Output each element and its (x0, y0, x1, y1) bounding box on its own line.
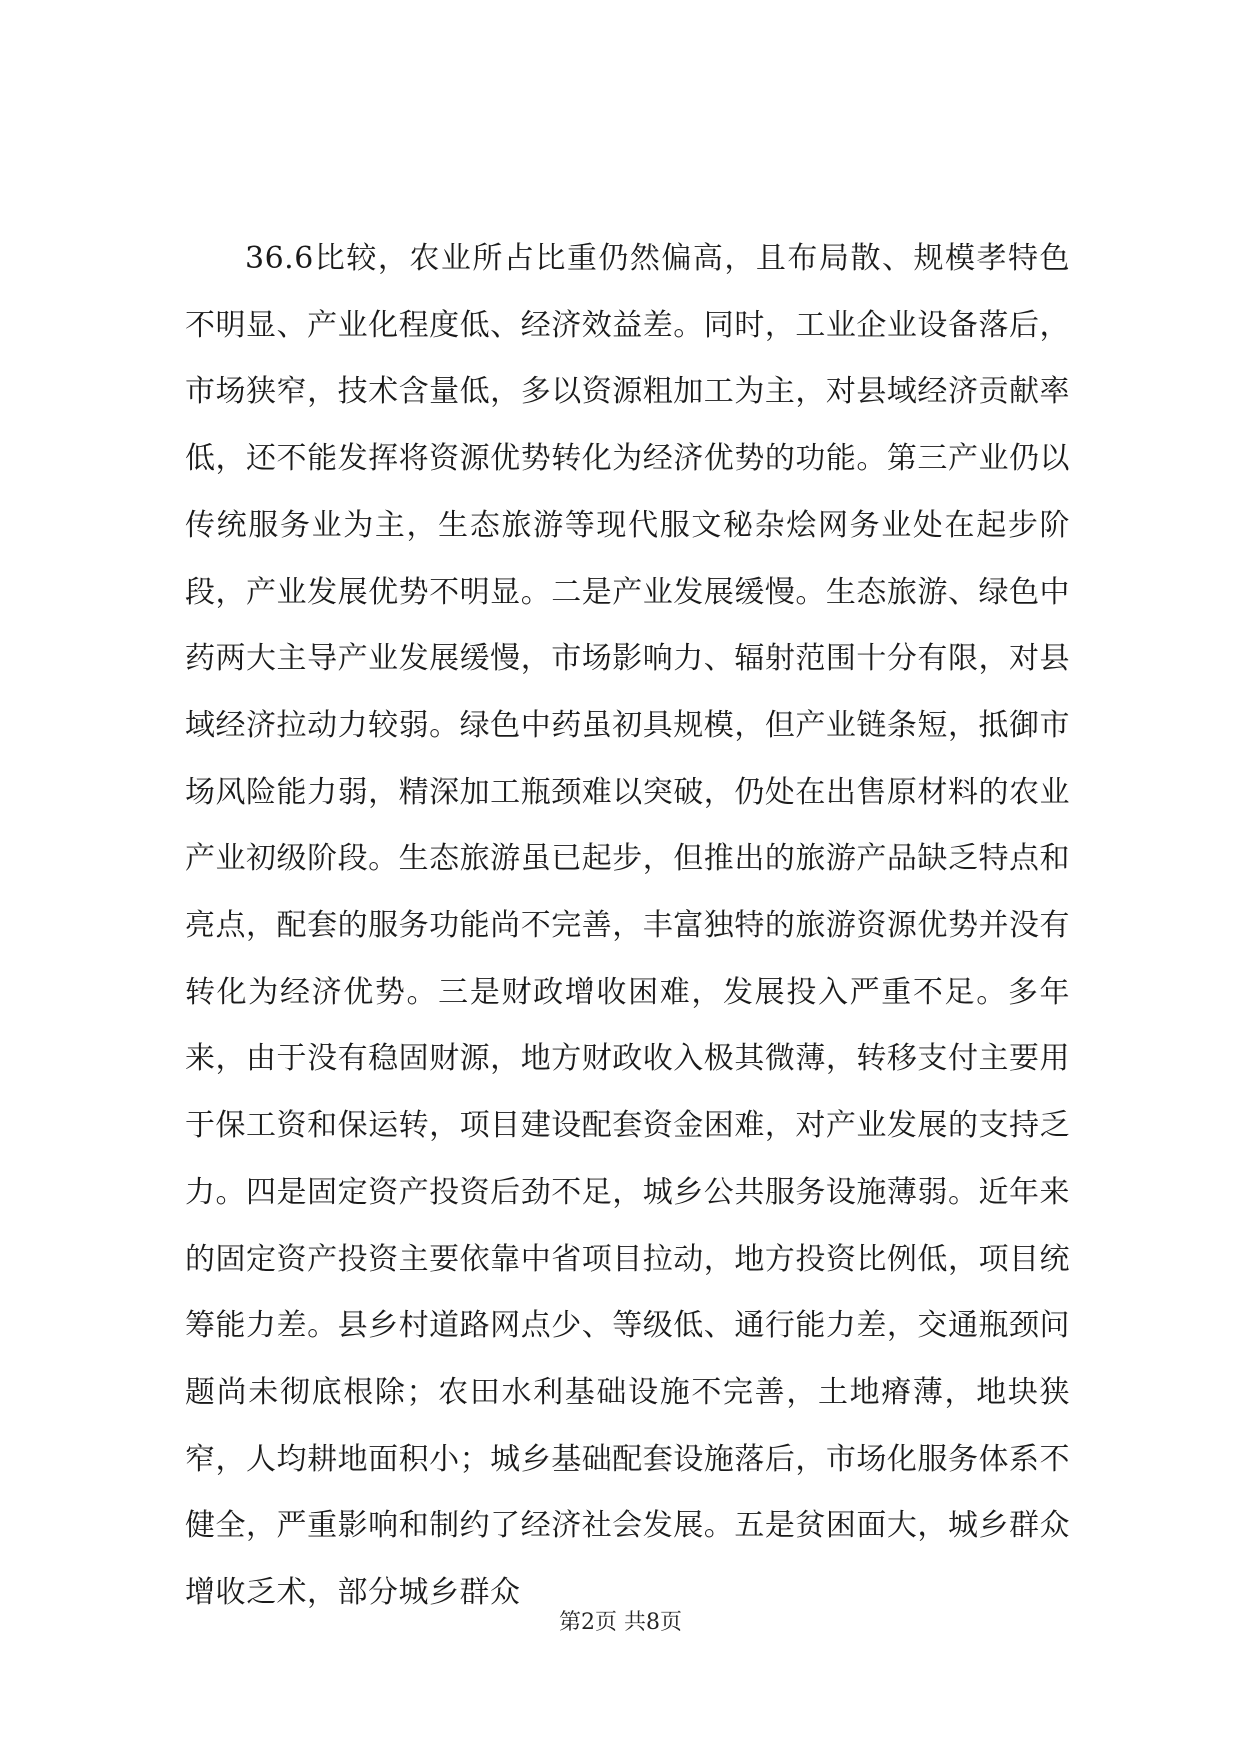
body-paragraph: 36.6比较，农业所占比重仍然偏高，且布局散、规模孝特色不明显、产业化程度低、经济效益差。同时，工业企业设备落后，市场狭窄，技术含量低，多以资源粗加工为主，对县域经济贡献率低，还不能发挥将资源优势转化为经济优势的功能。第三产业仍以传统服务业为主，生态旅游等现代服文秘杂烩网务业处在起步阶段，产业发展优势不明显。二是产业发展缓慢。生态旅游、绿色中药两大主导产业发展缓慢，市场影响力、辐射范围十分有限，对县域经济拉动力较弱。绿色中药虽初具规模，但产业链条短，抵御市场风险能力弱，精深加工瓶颈难以突破，仍处在出售原材料的农业产业初级阶段。生态旅游虽已起步，但推出的旅游产品缺乏特点和亮点，配套的服务功能尚不完善，丰富独特的旅游资源优势并没有转化为经济优势。三是财政增收困难，发展投入严重不足。多年来，由于没有稳固财源，地方财政收入极其微薄，转移支付主要用于保工资和保运转，项目建设配套资金困难，对产业发展的支持乏力。四是固定资产投资后劲不足，城乡公共服务设施薄弱。近年来的固定资产投资主要依靠中省项目拉动，地方投资比例低，项目统筹能力差。县乡村道路网点少、等级低、通行能力差，交通瓶颈问题尚未彻底根除；农田水利基础设施不完善，土地瘠薄，地块狭窄，人均耕地面积小；城乡基础配套设施落后，市场化服务体系不健全，严重影响和制约了经济社会发展。五是贫困面大，城乡群众增收乏术，部分城乡群众 (185, 241, 1070, 1611)
page-number-footer: 第2页 共8页 (559, 1610, 682, 1635)
